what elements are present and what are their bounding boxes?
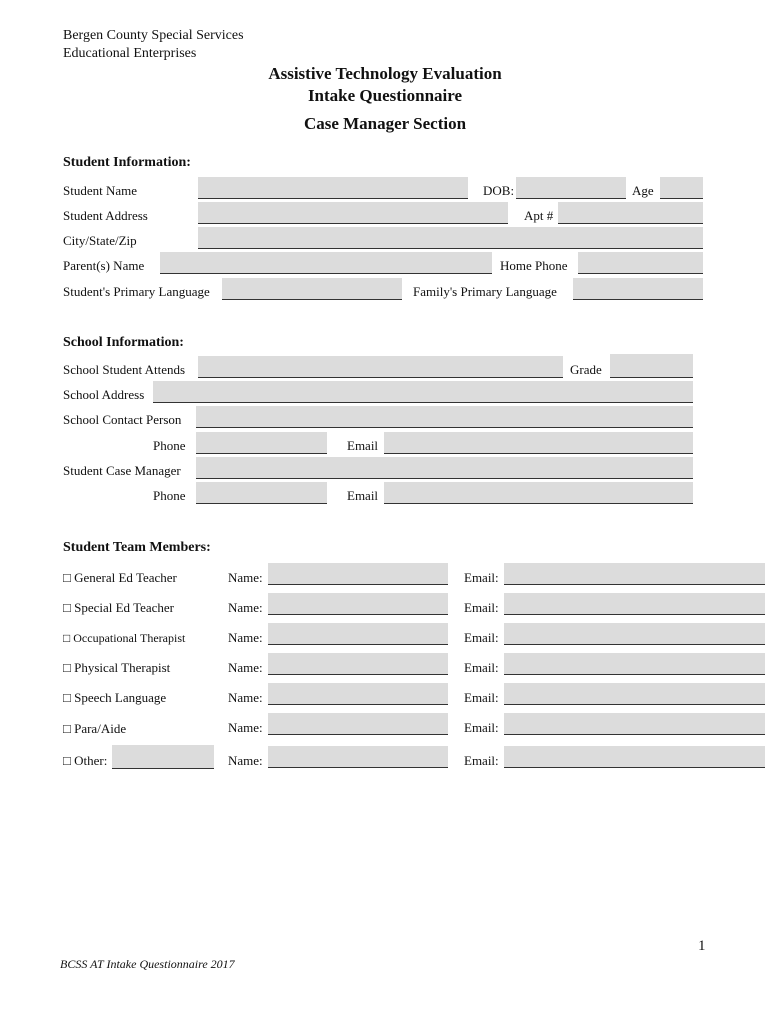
team-name-field[interactable] — [268, 653, 448, 675]
team-name-label: Name: — [228, 753, 263, 768]
team-member-checkbox[interactable]: □ Special Ed Teacher — [63, 600, 175, 615]
age-field[interactable] — [660, 177, 703, 199]
age-label: Age — [632, 183, 654, 198]
parents-name-label: Parent(s) Name — [63, 258, 145, 273]
student-name-label: Student Name — [63, 183, 138, 198]
team-name-label: Name: — [228, 630, 263, 645]
contact-phone-field[interactable] — [196, 432, 327, 454]
team-email-field[interactable] — [504, 563, 765, 585]
school-attends-label: School Student Attends — [63, 362, 186, 377]
family-language-field[interactable] — [573, 278, 703, 300]
dob-field[interactable] — [516, 177, 626, 199]
student-address-label: Student Address — [63, 208, 148, 223]
dob-label: DOB: — [483, 183, 515, 198]
team-email-field[interactable] — [504, 593, 765, 615]
team-name-label: Name: — [228, 690, 263, 705]
team-name-label: Name: — [228, 570, 263, 585]
team-email-label: Email: — [464, 600, 499, 615]
student-language-label: Student's Primary Language — [63, 284, 210, 299]
team-name-field[interactable] — [268, 623, 448, 645]
team-name-field[interactable] — [268, 683, 448, 705]
team-email-label: Email: — [464, 753, 499, 768]
team-heading: Student Team Members: — [63, 540, 211, 555]
team-name-field[interactable] — [268, 593, 448, 615]
school-address-label: School Address — [63, 387, 145, 402]
footer-doc-name: BCSS AT Intake Questionnaire 2017 — [60, 957, 235, 971]
team-name-field[interactable] — [268, 746, 448, 768]
team-email-label: Email: — [464, 720, 499, 735]
case-manager-label: Student Case Manager — [63, 463, 181, 478]
team-email-label: Email: — [464, 660, 499, 675]
parents-name-field[interactable] — [160, 252, 492, 274]
team-email-label: Email: — [464, 630, 499, 645]
team-email-field[interactable] — [504, 683, 765, 705]
home-phone-field[interactable] — [578, 252, 703, 274]
team-member-checkbox[interactable]: □ Occupational Therapist — [63, 631, 186, 645]
team-name-field[interactable] — [268, 563, 448, 585]
case-manager-email-label: Email — [347, 488, 379, 503]
form-subtitle: Intake Questionnaire — [307, 86, 463, 105]
home-phone-label: Home Phone — [500, 258, 568, 273]
team-email-field[interactable] — [504, 653, 765, 675]
apt-field[interactable] — [558, 202, 703, 224]
team-name-field[interactable] — [268, 713, 448, 735]
form-title: Assistive Technology Evaluation — [268, 64, 502, 83]
contact-email-label: Email — [347, 438, 379, 453]
city-state-zip-label: City/State/Zip — [63, 233, 137, 248]
team-email-label: Email: — [464, 570, 499, 585]
team-email-label: Email: — [464, 690, 499, 705]
case-manager-email-field[interactable] — [384, 482, 693, 504]
org-line-2: Educational Enterprises — [63, 46, 197, 61]
student-language-field[interactable] — [222, 278, 402, 300]
org-line-1: Bergen County Special Services — [63, 28, 244, 43]
team-name-label: Name: — [228, 720, 263, 735]
case-manager-phone-label: Phone — [153, 488, 186, 503]
team-email-field[interactable] — [504, 746, 765, 768]
apt-label: Apt # — [524, 208, 554, 223]
team-name-label: Name: — [228, 660, 263, 675]
team-member-checkbox[interactable]: □ Physical Therapist — [63, 660, 171, 675]
team-member-checkbox[interactable]: □ Speech Language — [63, 690, 167, 705]
school-address-field[interactable] — [153, 381, 693, 403]
team-email-field[interactable] — [504, 623, 765, 645]
school-attends-field[interactable] — [198, 356, 563, 378]
case-manager-phone-field[interactable] — [196, 482, 327, 504]
team-member-checkbox[interactable]: □ Para/Aide — [63, 721, 127, 736]
school-contact-label: School Contact Person — [63, 412, 182, 427]
team-name-label: Name: — [228, 600, 263, 615]
contact-email-field[interactable] — [384, 432, 693, 454]
page-number: 1 — [698, 938, 706, 954]
grade-label: Grade — [570, 362, 602, 377]
student-info-heading: Student Information: — [63, 155, 191, 170]
section-title: Case Manager Section — [303, 114, 467, 133]
case-manager-field[interactable] — [196, 457, 693, 479]
team-member-checkbox-other[interactable]: □ Other: — [63, 753, 108, 768]
school-info-heading: School Information: — [63, 335, 184, 350]
student-name-field[interactable] — [198, 177, 468, 199]
team-member-checkbox[interactable]: □ General Ed Teacher — [63, 570, 177, 585]
other-role-field[interactable] — [112, 745, 214, 769]
team-email-field[interactable] — [504, 713, 765, 735]
school-contact-field[interactable] — [196, 406, 693, 428]
contact-phone-label: Phone — [153, 438, 186, 453]
student-address-field[interactable] — [198, 202, 508, 224]
city-state-zip-field[interactable] — [198, 227, 703, 249]
grade-field[interactable] — [610, 354, 693, 378]
family-language-label: Family's Primary Language — [413, 284, 557, 299]
